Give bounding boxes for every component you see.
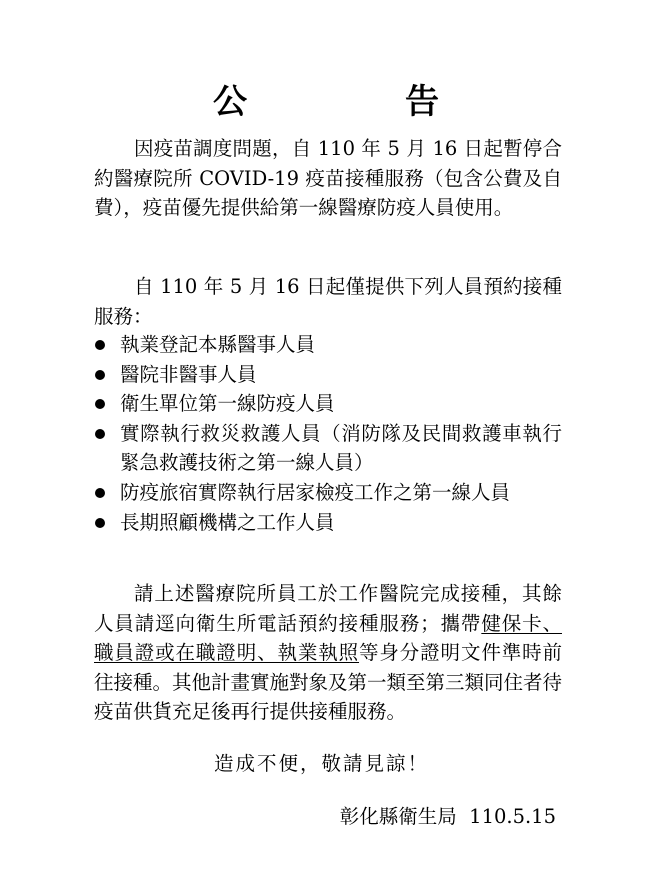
list-item xyxy=(94,330,562,360)
bullet-icon xyxy=(95,429,105,439)
list-item-text: 實際執行救災救護人員（消防隊及民間救護車執行緊急救護技術之第一線人員） xyxy=(120,421,562,475)
list-item-text: 醫院非醫事人員 xyxy=(120,362,257,386)
issuer-name: 彰化縣衛生局 xyxy=(339,805,457,828)
bullet-icon xyxy=(95,399,105,409)
notice-paragraph-eligibility: 自 110 年 5 月 16 日起僅提供下列人員預約接種服務： xyxy=(94,275,562,328)
bullet-icon xyxy=(95,370,105,380)
signature-line xyxy=(340,802,556,832)
bullet-icon xyxy=(95,488,105,498)
instructions-text-continued: 等身分證明文件準時前往接種。其他計畫實施對象及第一類至第三類同住者待疫苗供貨充足後再行提供接種服務。 xyxy=(94,641,563,724)
notice-paragraph-suspension: 因疫苗調度問題，自 110 年 5 月 16 日起暫停合約醫療院所 COVID-19 疫苗接種服務（包含公費及自費），疫苗優先提供給第一線醫療防疫人員使用。 xyxy=(94,137,562,220)
list-item-text: 執業登記本縣醫事人員 xyxy=(120,333,316,356)
list-item xyxy=(94,478,562,508)
notice-paragraph-instructions xyxy=(94,579,562,727)
list-item xyxy=(94,508,562,538)
apology-line: 造成不便，敬請見諒！ xyxy=(214,752,430,775)
issue-date: 110.5.15 xyxy=(469,805,556,828)
bullet-icon xyxy=(95,340,105,350)
notice-title: 公 告 xyxy=(213,82,501,122)
list-item-text: 長期照顧機構之工作人員 xyxy=(120,510,335,534)
bullet-icon xyxy=(95,518,105,528)
instructions-text: 請上述醫療院所員工於工作醫院完成接種，其餘人員請逕向衛生所電話預約接種服務；攜帶 xyxy=(94,582,562,635)
list-item xyxy=(94,389,562,419)
list-item xyxy=(94,360,562,390)
list-item-text: 防疫旅宿實際執行居家檢疫工作之第一線人員 xyxy=(120,480,511,504)
eligible-groups-list xyxy=(94,330,562,537)
list-item-text: 衛生單位第一線防疫人員 xyxy=(120,392,335,416)
required-documents-underlined: 健保卡、職員證或在職證明、執業執照 xyxy=(94,611,562,665)
list-item xyxy=(94,419,562,478)
